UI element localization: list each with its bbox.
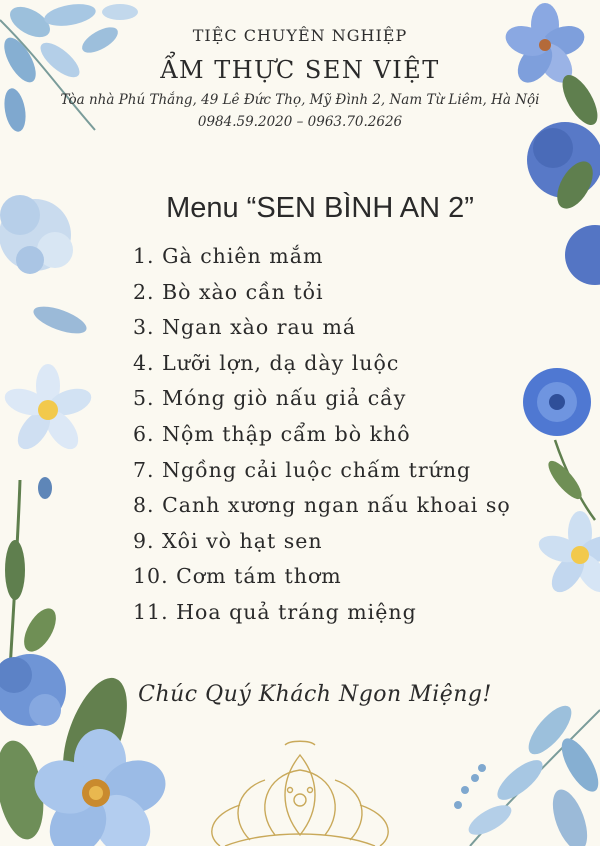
header-kicker: TIỆC CHUYÊN NGHIỆP bbox=[192, 26, 408, 45]
closing-message: Chúc Quý Khách Ngon Miệng! bbox=[138, 682, 492, 707]
phone-numbers: 0984.59.2020 – 0963.70.2626 bbox=[197, 114, 403, 130]
menu-item: 5. Móng giò nấu giả cầy bbox=[133, 386, 407, 411]
floral-top-left-icon bbox=[0, 0, 150, 340]
menu-item: 7. Ngồng cải luộc chấm trứng bbox=[133, 457, 472, 482]
menu-item: 2. Bò xào cần tỏi bbox=[133, 279, 324, 304]
menu-item: 4. Lưỡi lợn, dạ dày luộc bbox=[133, 350, 400, 375]
menu-item: 8. Canh xương ngan nấu khoai sọ bbox=[133, 493, 511, 518]
menu-item: 11. Hoa quả tráng miệng bbox=[133, 599, 417, 624]
floral-bottom-left-icon bbox=[0, 630, 190, 846]
menu-item: 3. Ngan xào rau má bbox=[133, 315, 357, 340]
menu-item: 9. Xôi vò hạt sen bbox=[133, 528, 323, 553]
brand-name: ẨM THỰC SEN VIỆT bbox=[160, 56, 440, 84]
menu-item: 1. Gà chiên mắm bbox=[133, 244, 324, 268]
menu-item: 6. Nộm thập cẩm bò khô bbox=[133, 421, 411, 446]
menu-item: 10. Cơm tám thơm bbox=[133, 564, 342, 589]
address-text: Tòa nhà Phú Thắng, 49 Lê Đức Thọ, Mỹ Đình 2, Nam Từ Liêm, Hà Nội bbox=[60, 92, 540, 108]
floral-left-middle-icon bbox=[0, 340, 110, 670]
lotus-outline-icon bbox=[185, 735, 415, 846]
menu-list bbox=[133, 244, 511, 636]
menu-title: Menu “SEN BÌNH AN 2” bbox=[166, 192, 474, 224]
